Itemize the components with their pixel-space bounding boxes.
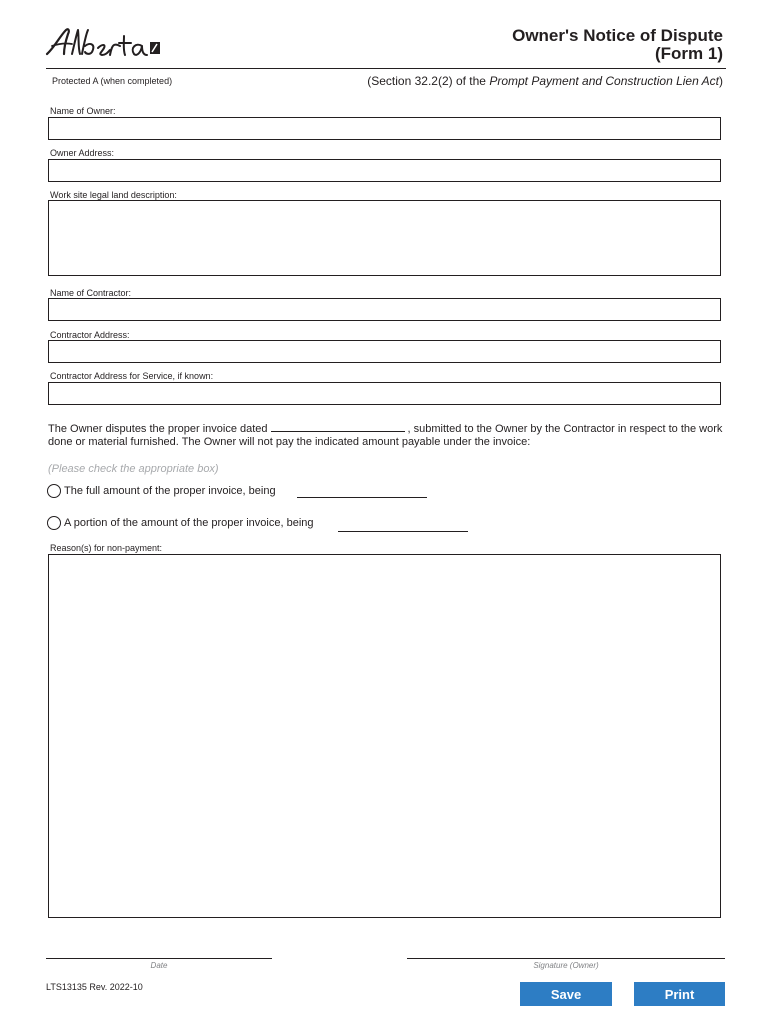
contractor-address-label: Contractor Address: <box>50 330 130 340</box>
option-portion-amount[interactable] <box>47 516 314 530</box>
protected-label: Protected A (when completed) <box>52 76 173 86</box>
portion-amount-input[interactable] <box>338 531 468 532</box>
form-title-line1: Owner's Notice of Dispute <box>512 26 723 45</box>
alberta-logo <box>44 24 170 64</box>
option-full-amount[interactable] <box>47 484 276 498</box>
radio-portion-amount[interactable] <box>47 516 61 530</box>
work-site-textarea[interactable] <box>49 201 720 275</box>
print-button[interactable]: Print <box>634 982 725 1006</box>
option-portion-amount-label: A portion of the amount of the proper invoice, being <box>64 517 314 529</box>
date-input-line[interactable] <box>46 958 272 959</box>
work-site-label: Work site legal land description: <box>50 190 177 200</box>
owner-name-field-box <box>48 117 721 140</box>
reasons-textarea[interactable] <box>49 555 720 917</box>
form-title <box>512 27 723 63</box>
owner-name-label: Name of Owner: <box>50 106 116 116</box>
section-ref-suffix: ) <box>719 74 723 88</box>
contractor-name-label: Name of Contractor: <box>50 288 132 298</box>
date-caption: Date <box>150 961 168 970</box>
dispute-text-after: , submitted to the Owner by the Contractor in respect to the work done or material furnished. The Owner will not pay the indicated amount payable under the invoice: <box>48 423 723 448</box>
option-full-amount-label: The full amount of the proper invoice, being <box>64 485 276 497</box>
reasons-label: Reason(s) for non-payment: <box>50 543 163 553</box>
owner-name-input[interactable] <box>49 118 720 139</box>
save-button[interactable]: Save <box>520 982 612 1006</box>
section-reference <box>367 74 723 88</box>
contractor-service-address-label: Contractor Address for Service, if known: <box>50 371 214 381</box>
form-title-line2: (Form 1) <box>655 44 723 63</box>
contractor-service-address-field-box <box>48 382 721 405</box>
header-divider <box>46 68 726 69</box>
owner-address-label: Owner Address: <box>50 148 115 158</box>
contractor-name-field-box <box>48 298 721 321</box>
contractor-service-address-input[interactable] <box>49 383 720 404</box>
signature-input-line[interactable] <box>407 958 725 959</box>
signature-caption: Signature (Owner) <box>533 961 599 970</box>
contractor-name-input[interactable] <box>49 299 720 320</box>
owner-address-input[interactable] <box>49 160 720 181</box>
invoice-date-input[interactable] <box>271 421 405 432</box>
owner-address-field-box <box>48 159 721 182</box>
reasons-field-box <box>48 554 721 918</box>
work-site-field-box <box>48 200 721 276</box>
check-box-hint: (Please check the appropriate box) <box>48 463 219 475</box>
section-ref-prefix: (Section 32.2(2) of the <box>367 74 490 88</box>
radio-full-amount[interactable] <box>47 484 61 498</box>
contractor-address-field-box <box>48 340 721 363</box>
dispute-paragraph <box>48 421 723 449</box>
contractor-address-input[interactable] <box>49 341 720 362</box>
full-amount-input[interactable] <box>297 497 427 498</box>
form-code: LTS13135 Rev. 2022-10 <box>46 982 143 992</box>
dispute-text-before: The Owner disputes the proper invoice dated <box>48 423 268 435</box>
section-ref-act: Prompt Payment and Construction Lien Act <box>489 74 719 88</box>
